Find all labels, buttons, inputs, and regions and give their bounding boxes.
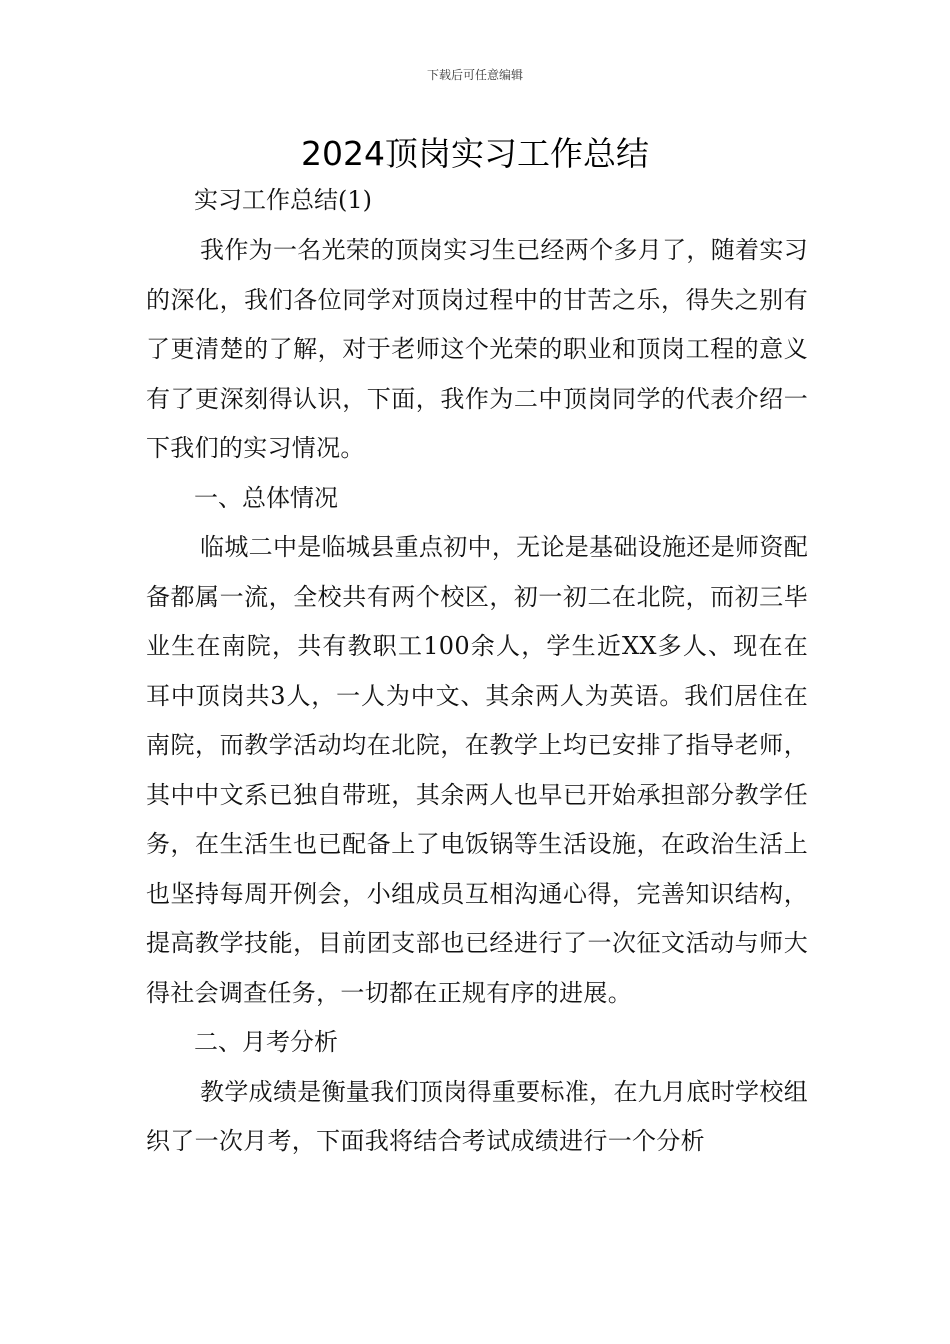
header-note: 下载后可任意编辑 [426,68,523,82]
intro-paragraph: 我作为一名光荣的顶岗实习生已经两个多月了，随着实习的深化，我们各位同学对顶岗过程中的甘苦之乐，得失之别有了更清楚的了解，对于老师这个光荣的职业和顶岗工程的意义有了更深刻得认识，下面，我作为二中顶岗同学的代表介绍一下我们的实习情况。 [146,236,808,462]
exam-analysis-paragraph: 教学成绩是衡量我们顶岗得重要标准，在九月底时学校组织了一次月考，下面我将结合考试成绩进行一个分析 [146,1077,808,1155]
document-title: 2024顶岗实习工作总结 [301,134,649,173]
overview-paragraph: 临城二中是临城县重点初中，无论是基础设施还是师资配备都属一流，全校共有两个校区，初一初二在北院，而初三毕业生在南院，共有教职工100余人，学生近XX多人、现在在耳中顶岗共3人，一人为中文、其余两人为英语。我们居住在南院，而教学活动均在北院，在教学上均已安排了指导老师，其中中文系已独自带班，其余两人也早已开始承担部分教学任务，在生活生也已配备上了电饭锅等生活设施，在政治生活上也坚持每周开例会，小组成员互相沟通心得，完善知识结构，提高教学技能，目前团支部也已经进行了一次征文活动与师大得社会调查任务，一切都在正规有序的进展。 [146,533,808,1007]
section-heading-exam-analysis: 二、月考分析 [194,1028,338,1056]
document-subtitle: 实习工作总结(1) [194,186,372,214]
document-body [146,178,808,1167]
section-heading-overview: 一、总体情况 [194,483,338,512]
